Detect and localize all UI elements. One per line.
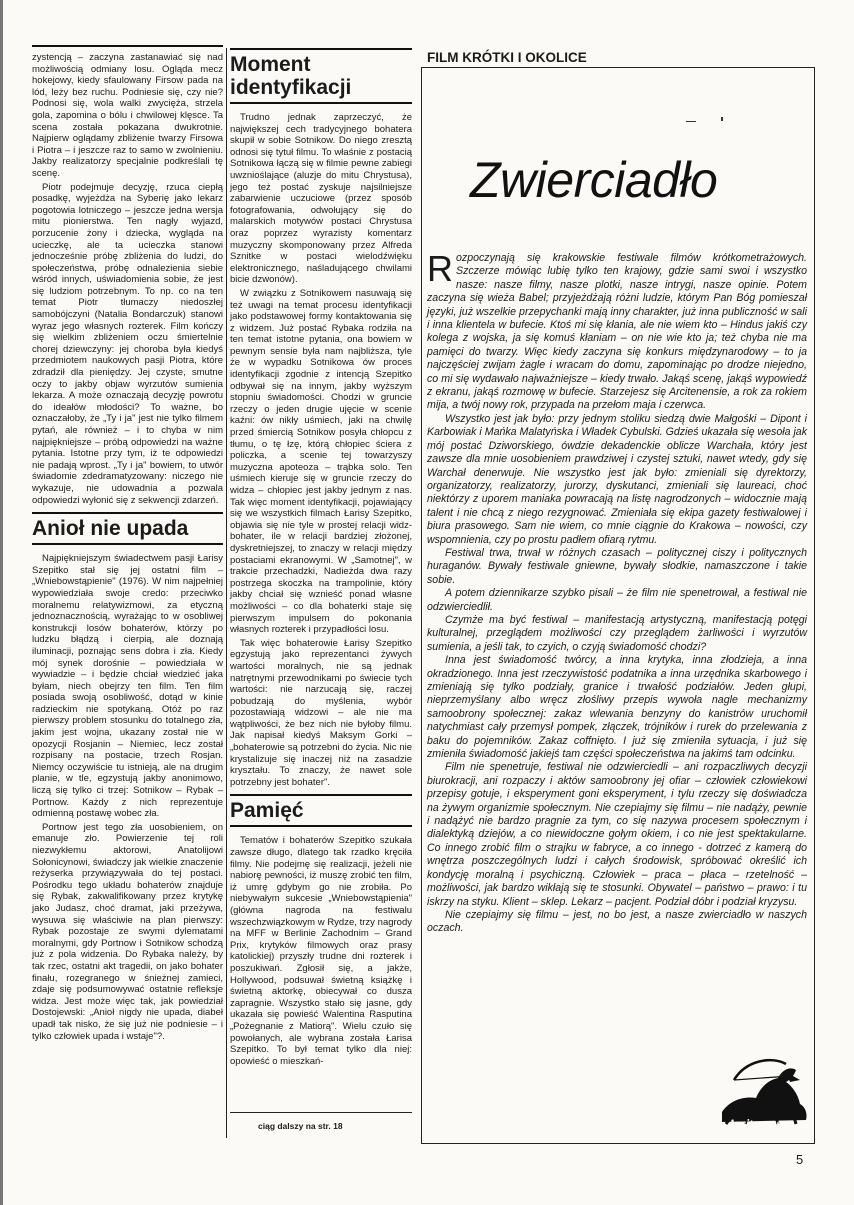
col1-paragraph-3: Najpiękniejszym świadectwem pasji Łarisy Szepitko stał się jej ostatni film – „Wniebowstąpienie" (1976). W nim najpełniej wypowiedziała swoje credo: przeciwko moralnemu relatywizmowi, za etyczną jednoznacznością, wyrażając to w osobliwej konstrukcji losów bohaterów, którzy po ludzku błądzą i cierpią, ale doznają iluminacji, poznając sens dobra i zła. Kiedy mój synek dorośnie – powiedziała w wywiadzie – i będzie chciał wiedzieć jaka byłam, niech obejrzy ten film. Ten film posiada swoją osobliwość, dotąd w kinie radzieckim nie spotykaną. Otóż po raz pierwszy problem stosunku do totalnego zła, jakim jest wojna, ukazany został nie w opozycji Rosjanin – Niemiec, lecz został rozpisany na postacie, trzech Rosjan. Niemcy oczywiście tu istnieją, ale na drugim planie, w tle, egzystują jakby anonimowo, liczą się tylko ci trzej: Sotnikow – Rybak – Portnow. Każdy z nich reprezentuje odmienną postawę wobec zła. [32,553,223,820]
col1-paragraph-1: zystencją – zaczyna zastanawiać się nad możliwością odmiany losu. Ogląda mecz hokejowy, kiedy sfaulowany Firsow pada na lód, leży bez ruchu. Podniesie się, czy nie? Podnosi się, wola walki zwycięża, strzela gola, zapomina o bólu i chwilowej klęsce. Ta scena została pokazana dwukrotnie. Najpierw oglądamy zbliżenie twarzy Firsowa i Piotra – i jeszcze raz to samo w zwolnieniu. Jakby realizatorzy specjalnie podkreślali tę scenę. [32,52,223,179]
col2-paragraph-4: Tematów i bohaterów Szepitko szukała zawsze długo, dlatego tak rzadko kręciła filmy. Nie podejmę się realizacji, jeżeli nie nabiorę pewności, iż muszę zrobić ten film, iż umrę gdybym go nie zrobiła. Po niebywałym sukcesie „Wniebowstąpienia" (główna nagroda na festiwalu wszechzwiązkowym w Rydze, trzy nagrody na MFF w Berlinie Zachodnim – Grand Prix, krytyków filmowych oraz prasy katolickiej) przyszły trudne dni rozterek i poszukiwań. Zgłosił się, a jakże, Hollywood, podsuwał świetną książkę i świetną aktorkę, obiecywał co dusza zapragnie. Wszystko stało się jasne, gdy ukazała się powieść Walentina Rasputina „Pożegnanie z Matiorą". Wielu czuło się powołanych, ale wybrana została Łarisa Szepitko. To był temat tylko dla niej: opowieść o mieszkań- [230,835,412,1067]
subheading-aniol: Anioł nie upada [32,517,189,541]
column-paragraph: Festiwal trwa, trwał w różnych czasach – politycznej ciszy i politycznych huraganów. Bywały festiwale gniewne, bywały słodkie, namaszczone i takie sobie. [427,546,807,586]
col2-paragraph-2: W związku z Sotnikowem nasuwają się też uwagi na temat procesu identyfikacji jako podstawowej formy kontaktowania się z widzem. Już postać Rybaka rodziła na ten temat istotne pytania, ona bowiem w pewnym sensie była nam najbliższa, tyle że w wypadku Sotnikowa ów proces identyfikacji zgodnie z intencją Szepitko odbywał się na innym, jakby wyższym stopniu świadomości. Chodzi w gruncie rzeczy o jeden drugie ujęcie w scenie kaźni: ów nikły uśmiech, jaki na chwilę przed śmiercią Sotnikow posyła chłopcu z tłumu, o tę łzę, którą chłopiec ściera z policzka, a scenie tej towarzyszy muzyczna apoteoza – trąbka solo. Ten uśmiech kieruje się w gruncie rzeczy do widza – chłopiec jest jakby jednym z nas. Tak więc moment identyfikacji, pojawiający się we wszystkich filmach Łarisy Szepitko, objawia się nie tyle w prostej relacji widz-bohater, ile w relacji bardziej złożonej, dyskretniejszej, to znaczy w relacji między postaciami ekranowymi. W „Samotnej", w trakcie przechadzki, Nadieżda dwa razy postrzega skoczka na trampolinie, który jakby chciał się wznieść ponad własne możliwości – co dla bohaterki staje się pierwszym impulsem do pokonania własnych rozterek i przypadłości losu. [230,287,412,636]
col1-paragraph-2: Piotr podejmuje decyzję, rzuca ciepłą posadkę, wyjeżdża na Syberię jako lekarz pogotowia lotniczego – jeszcze jedna wersja mitu pionierstwa. Ten nagły wyjazd, porzucenie żony i dziecka, wygląda na ucieczkę, ale ta ucieczka stanowi jednocześnie próbę zbliżenia do ludzi, do społeczeństwa, próbę odnalezienia siebie wśród innych, uświadomienia sobie, że jest się ludziom potrzebnym. To np. co na ten temat Piotr tłumaczy niedoszłej samobójczyni (Natalia Bondarczuk) stanowi wyraz jego własnych rozterek. Film kończy się wielkim zbliżeniem oczu śmiertelnie chorej dziewczyny: jej choroba była kiedyś przedmiotem naukowych pasji Piotra, które zdradził dla pieniędzy. Jej czyste, smutne oczy to jakby objaw wyrzutów sumienia lekarza. A może oznaczają decyzję powrotu do ideałów młodości? To ważne, bo oznaczałoby, że „Ty i ja" jest nie tylko filmem pytań, ale również – i to chyba w nim najpiękniejsze – próbą odpowiedzi na ważne pytania. Istotne przy tym, iż te odpowiedzi nie padają wprost. „Ty i ja" bowiem, to utwór świadomie zdedramatyzowany: niczego nie wykazuje, nie udowadnia a pozwala odpowiedzi wyłonić się z sekwencji zdarzeń. [32,181,223,506]
column-paragraph: Film nie spenetruje, festiwal nie odzwierciedli – ani rozpaczliwych decyzji biurokracji, ani rozpaczy i aktów samoobrony jej ofiar – człowiek człowiekowi przepisy gotuje, i eksperyment goni eksperyment, i tylu rzeczy się doświadcza na żywym organizmie społecznym. Nie czepiajmy się filmu – nie nadąży, pewnie i nadążyć nie bardzo pragnie za tym, co się nazywa procesem społecznym i dialektyką dziejów, a co niewidoczne gołym okiem, i co nie jest spektakularne. Co innego zrobić film o strajku w fabryce, a co innego - dotrzeć z kamerą do wnętrza poszczególnych ludzi i całych środowisk, spróbować określić ich kondycję moralną i psychiczną. Człowiek – praca – płaca – rzetelność – możliwości, jak bardzo wikłają się te stosunki. Obywatel – państwo – prawo: i tu iskrzy na styku. Klient – sklep. Lekarz – pacjent. Podział dóbr i podział kryzysu. [427,761,807,908]
subheading-pamiec: Pamięć [230,799,304,823]
subheading-moment: Moment identyfikacji [230,53,352,99]
column-paragraph-1-text: ozpoczynają się krakowskie festiwale filmów krótkometrażowych. Szczerze mówiąc lubię tylko ten krajowy, gdzie sami swoi i wszystko nasze: nasze filmy, nasze plotki, nasze intrygi, nasze opinie. Potem zaczyna się wieża Babel; przyjeżdżają różni ludzie, którym Pan Bóg pomieszał języki, już wszelkie przepychanki mają inny charakter, już inna publiczność w sali i inna klientela w bufecie. Ktoś mi się kłania, ale nie wiem kto – Hindus jakiś czy kolega z wojska, ja się komuś kłaniam – on nie wie kto ja; też chyba nie ma pamięci do twarzy. Więc kiedy zaczyna się konkurs międzynarodowy – to ja najczęściej zwijam żagle i wracam do domu, zapominając po drodze niejedno, co mi się wydawało najważniejsze – kiedy trwało. Jakąś scenę, jakąś wypowiedź z ekranu, jakąś rozmowę w bufecie. Starzejesz się Arcitenensie, a rok za rokiem mija, a twój nowy rok, przypada na przełom maja i czerwca. [427,252,807,412]
article-column-2 [230,52,412,1069]
continuation-rule [230,1112,412,1113]
column-paragraph-1 [427,248,807,413]
col2-paragraph-1: Trudno jednak zaprzeczyć, że największej cech tradycyjnego bohatera skupił w sobie Sotnikow. Do niego zresztą odnosi się tytuł filmu. To właśnie z postacią Sotnikowa łączą się w filmie pewne zabiegi uwznioślające (aluzje do mitu Chrystusa), jego też postać zyskuje najsilniejsze zabarwienie uczuciowe (przez sposób fotografowania, odwołujący się do malarskich motywów postaci Chrystusa oraz poprzez wyrazisty komentarz muzyczny skomponowany przez Alfreda Sznitke w postaci wielodźwięku elektronicznego, naśladującego chwilami bicie dzwonów). [230,112,412,286]
logo-text: Arcitenens [728,1116,782,1130]
column-paragraph: Wszystko jest jak było: przy jednym stoliku siedzą dwie Małgośki – Dipont i Karbowiak i Mańka Malatyńska i Władek Cybulski. Gdzieś ukazała się wesoła jak mój postać Dziworskiego, ówdzie dekadenckie oblicze Warchała, który jest zawsze dla mnie uosobieniem prawdziwej i czystej sztuki, nawet wtedy, gdy się Warchał denerwuje. Nie wszystko jest jak było: zmieniali się dyrektorzy, organizatorzy, realizatorzy, jurorzy, dyskutanci, zmieniali się laureaci, choć niektórzy z uporem maniaka powracają na listę nagrodzonych – widocznie mają talent i nie chcą z niego rezygnować. Zmieniała się ekipa gazety festiwalowej i biura prasowego. Sam nie wiem, co mnie ciągnie do Krakowa – nowości, czy wspomnienia, czy po prostu padłem ofiarą rytmu. [427,412,807,546]
article-column-1 [32,52,223,1044]
column-paragraph: A potem dziennikarze szybko pisali – że film nie spenetrował, a festiwal nie odzwierciedlił. [427,587,807,613]
decorative-dash [686,121,696,122]
section-label: FILM KRÓTKI I OKOLICE [421,48,815,68]
top-rule-col1 [32,45,223,47]
col1-paragraph-4: Portnow jest tego zła uosobieniem, on emanuje zło. Powierzenie tej roli niezwykłemu aktorowi, Anatolijowi Sołonicynowi, świadczy jak wielkie znaczenie reżyserka przywiązywała do tej postaci. Pośrodku tego układu bohaterów znajduje się Rybak, zakwalifikowany przez krytykę jako Judasz, choć dramat, jaki przeżywa, wysuwa się właściwie na plan pierwszy: Rybak pozostaje ze swymi dylematami moralnymi, gdy Portnow i Sotnikow schodzą już z pola widzenia. Do Rybaka należy, by tak rzec, ostatni akt tragedii, on jako bohater finału, rozegranego w śnieżnej zamieci, zdaje się podsumowywać ostatnie refleksje widza. Jest może więc tak, jak powiedział Dostojewski: „Anioł nigdy nie upada, diabeł upadł tak nisko, że się już nie podniesie – i tylko człowiek upada i wstaje"?. [32,821,223,1042]
subheading-box [230,48,412,104]
subheading-box [230,794,412,827]
column-divider [226,48,227,1138]
column-paragraph: Nie czepiajmy się filmu – jest, no bo jest, a nasze zwierciadło w naszych oczach. [427,908,807,935]
col2-paragraph-3: Tak więc bohaterowie Łarisy Szepitko egzystują jako reprezentanci żywych wartości moralnych, nie są jednak natrętnymi przewodnikami po świecie tych wartości: nie narzucają się, raczej pobudzają do myślenia, wybór pozostawiają widzowi – ale nie ma wątpliwości, że bez nich nie byłoby filmu. Jak napisał kiedyś Maksym Gorki – „bohaterowie są potrzebni do życia. Nic nie krystalizuje się inaczej niż na zasadzie kryształu. To znaczy, że nawet sole potrzebny jest bohater". [230,637,412,788]
scan-edge [0,0,3,1205]
column-paragraph: Inna jest świadomość twórcy, a inna krytyka, inna złodzieja, a inna okradzionego. Inna jest rzeczywistość podatnika a inna urzędnika skarbowego i zmieniają się tylko podziały, granice i trwałość podziałów. Jeden głupi, nieprzemyślany albo wręcz złośliwy przepis wywoła nagle mechanizmy samoobrony społecznej: zakaz wlewania benzyny do kanistrów uruchomił natychmiast cały przemysł pompek, złączek, trójników i rurek do przelewania z baku do pojemników. Zakaz coffnięto. I już się zmieniła sytuacja, i już się zmieniła świadomość jakiejś tam części społeczeństwa na jakimś tam odcinku. [427,654,807,761]
continuation-note: ciąg dalszy na str. 18 [258,1121,343,1131]
column-title: Zwierciadło [470,152,718,208]
decorative-mark [721,117,723,121]
drop-cap: R [427,248,453,289]
page-number: 5 [796,1152,804,1167]
subheading-box [32,512,223,545]
column-body [427,248,807,936]
column-paragraph: Czymże ma być festiwal – manifestacją artystyczną, manifestacją potęgi kulturalnej, przeglądem możliwości czy przeglądem żarliwości i wyrzutów sumienia, a jeśli tak, to czyich, o czyją świadomość chodzi? [427,613,807,653]
